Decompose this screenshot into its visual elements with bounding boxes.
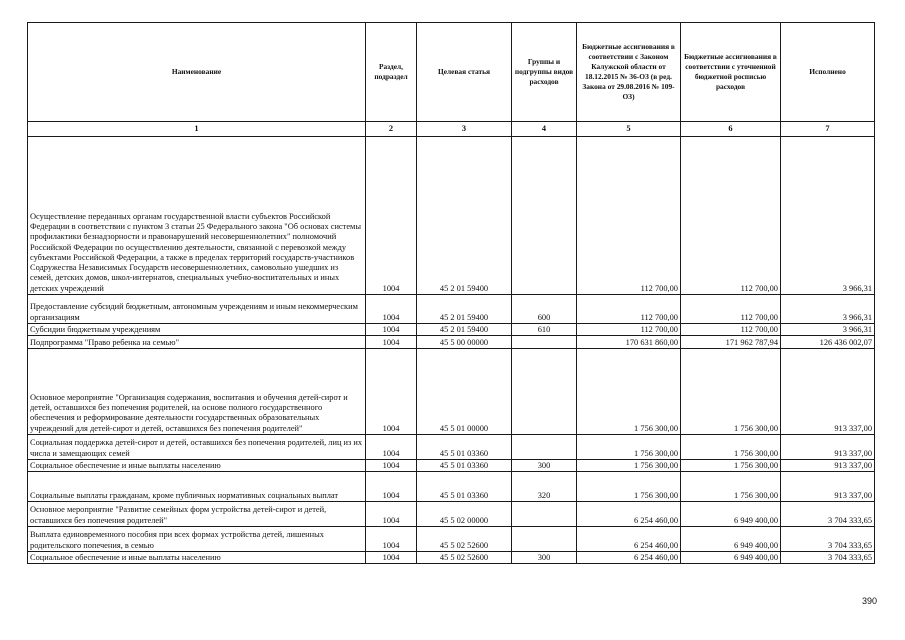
table-row: [28, 552, 875, 564]
row-roster-allocation: 6 949 400,00: [681, 552, 781, 564]
row-executed: 3 966,31: [781, 324, 875, 336]
row-roster-allocation: 171 962 787,94: [681, 336, 781, 349]
row-group: 600: [512, 295, 577, 324]
row-group: 320: [512, 472, 577, 502]
row-section: 1004: [366, 472, 417, 502]
row-target: 45 5 02 52600: [417, 527, 512, 552]
row-name: Социальное обеспечение и иные выплаты населению: [28, 460, 366, 472]
row-law-allocation: 170 631 860,00: [577, 336, 681, 349]
column-number: 2: [366, 122, 417, 137]
header-target: Целевая статья: [417, 23, 512, 122]
row-executed: 913 337,00: [781, 349, 875, 435]
row-law-allocation: 1 756 300,00: [577, 349, 681, 435]
row-section: 1004: [366, 435, 417, 460]
row-law-allocation: 6 254 460,00: [577, 527, 681, 552]
row-name: Осуществление переданных органам государственной власти субъектов Российской Федерации в соответствии с пунктом 3 статьи 25 Федерального закона "Об основах системы профилактики безнадзорности и правонарушений несовершеннолетних" полномочий Российской Федерации по осуществлению деятельности, связанной с перевозкой между субъектами Российской Федерации, а также в пределах территорий государств-участников Содружества Независимых Государств несовершеннолетних, самовольно ушедших из семей, детских домов, школ-интернатов, специальных учебно-воспитательных и иных детских учреждений: [28, 137, 366, 295]
row-target: 45 5 01 03360: [417, 472, 512, 502]
row-roster-allocation: 1 756 300,00: [681, 435, 781, 460]
row-section: 1004: [366, 137, 417, 295]
row-name: Подпрограмма "Право ребенка на семью": [28, 336, 366, 349]
row-executed: 3 966,31: [781, 295, 875, 324]
column-number: 5: [577, 122, 681, 137]
column-number: 6: [681, 122, 781, 137]
row-executed: 126 436 002,07: [781, 336, 875, 349]
header-roster-allocation: Бюджетные ассигнования в соответствии с уточненной бюджетной росписью расходов: [681, 23, 781, 122]
row-law-allocation: 6 254 460,00: [577, 552, 681, 564]
table-row: [28, 295, 875, 324]
row-executed: 3 704 333,65: [781, 502, 875, 527]
row-target: 45 5 01 00000: [417, 349, 512, 435]
header-law-allocation: Бюджетные ассигнования в соответствии с Законом Калужской области от 18.12.2015 № 36-ОЗ (в ред. Закона от 29.08.2016 № 109-ОЗ): [577, 23, 681, 122]
budget-table: [27, 22, 875, 564]
row-group: 610: [512, 324, 577, 336]
row-group: [512, 527, 577, 552]
header-section: Раздел, подраздел: [366, 23, 417, 122]
row-group: [512, 137, 577, 295]
row-target: 45 5 00 00000: [417, 336, 512, 349]
row-section: 1004: [366, 460, 417, 472]
row-law-allocation: 6 254 460,00: [577, 502, 681, 527]
row-target: 45 2 01 59400: [417, 295, 512, 324]
row-section: 1004: [366, 552, 417, 564]
row-target: 45 2 01 59400: [417, 137, 512, 295]
row-name: Социальное обеспечение и иные выплаты населению: [28, 552, 366, 564]
row-group: [512, 435, 577, 460]
row-executed: 3 966,31: [781, 137, 875, 295]
row-law-allocation: 112 700,00: [577, 295, 681, 324]
row-name: Социальная поддержка детей-сирот и детей, оставшихся без попечения родителей, лиц из их числа и замещающих семей: [28, 435, 366, 460]
row-target: 45 5 02 52600: [417, 552, 512, 564]
row-executed: 913 337,00: [781, 460, 875, 472]
row-executed: 3 704 333,65: [781, 527, 875, 552]
header-row: [28, 23, 875, 122]
row-name: Выплата единовременного пособия при всех формах устройства детей, лишенных родительского попечения, в семью: [28, 527, 366, 552]
table-row: [28, 527, 875, 552]
row-executed: 3 704 333,65: [781, 552, 875, 564]
header-name: Наименование: [28, 23, 366, 122]
header-group: Группы и подгруппы видов расходов: [512, 23, 577, 122]
table-row: [28, 349, 875, 435]
table-row: [28, 435, 875, 460]
row-law-allocation: 1 756 300,00: [577, 460, 681, 472]
row-section: 1004: [366, 295, 417, 324]
row-law-allocation: 1 756 300,00: [577, 435, 681, 460]
row-law-allocation: 112 700,00: [577, 137, 681, 295]
row-law-allocation: 112 700,00: [577, 324, 681, 336]
row-group: [512, 502, 577, 527]
row-target: 45 5 02 00000: [417, 502, 512, 527]
row-group: 300: [512, 552, 577, 564]
table-row: [28, 502, 875, 527]
row-roster-allocation: 112 700,00: [681, 137, 781, 295]
column-number: 3: [417, 122, 512, 137]
header-executed: Исполнено: [781, 23, 875, 122]
row-name: Социальные выплаты гражданам, кроме публичных нормативных социальных выплат: [28, 472, 366, 502]
row-section: 1004: [366, 324, 417, 336]
table-row: [28, 336, 875, 349]
row-executed: 913 337,00: [781, 435, 875, 460]
table-row: [28, 324, 875, 336]
table-row: [28, 460, 875, 472]
column-number: 1: [28, 122, 366, 137]
row-section: 1004: [366, 527, 417, 552]
row-section: 1004: [366, 336, 417, 349]
row-roster-allocation: 6 949 400,00: [681, 527, 781, 552]
row-roster-allocation: 112 700,00: [681, 324, 781, 336]
row-roster-allocation: 6 949 400,00: [681, 502, 781, 527]
row-name: Основное мероприятие "Организация содержания, воспитания и обучения детей-сирот и детей, оставшихся без попечения родителей, на основе полного государственного обеспечения и реформирование деятельности государственных образовательных учреждений для детей-сирот и детей, оставшихся без попечения родителей": [28, 349, 366, 435]
row-group: [512, 349, 577, 435]
row-roster-allocation: 112 700,00: [681, 295, 781, 324]
row-roster-allocation: 1 756 300,00: [681, 472, 781, 502]
table-row: [28, 137, 875, 295]
row-name: Основное мероприятие "Развитие семейных форм устройства детей-сирот и детей, оставшихся без попечения родителей": [28, 502, 366, 527]
row-name: Субсидии бюджетным учреждениям: [28, 324, 366, 336]
row-name: Предоставление субсидий бюджетным, автономным учреждениям и иным некоммерческим организациям: [28, 295, 366, 324]
row-group: [512, 336, 577, 349]
table-body: [28, 137, 875, 564]
row-roster-allocation: 1 756 300,00: [681, 460, 781, 472]
row-section: 1004: [366, 349, 417, 435]
table-row: [28, 472, 875, 502]
column-number: 7: [781, 122, 875, 137]
column-number: 4: [512, 122, 577, 137]
row-roster-allocation: 1 756 300,00: [681, 349, 781, 435]
row-law-allocation: 1 756 300,00: [577, 472, 681, 502]
row-group: 300: [512, 460, 577, 472]
row-target: 45 5 01 03360: [417, 460, 512, 472]
page-number: 390: [862, 596, 878, 606]
column-number-row: [28, 122, 875, 137]
row-target: 45 5 01 03360: [417, 435, 512, 460]
row-target: 45 2 01 59400: [417, 324, 512, 336]
row-executed: 913 337,00: [781, 472, 875, 502]
row-section: 1004: [366, 502, 417, 527]
